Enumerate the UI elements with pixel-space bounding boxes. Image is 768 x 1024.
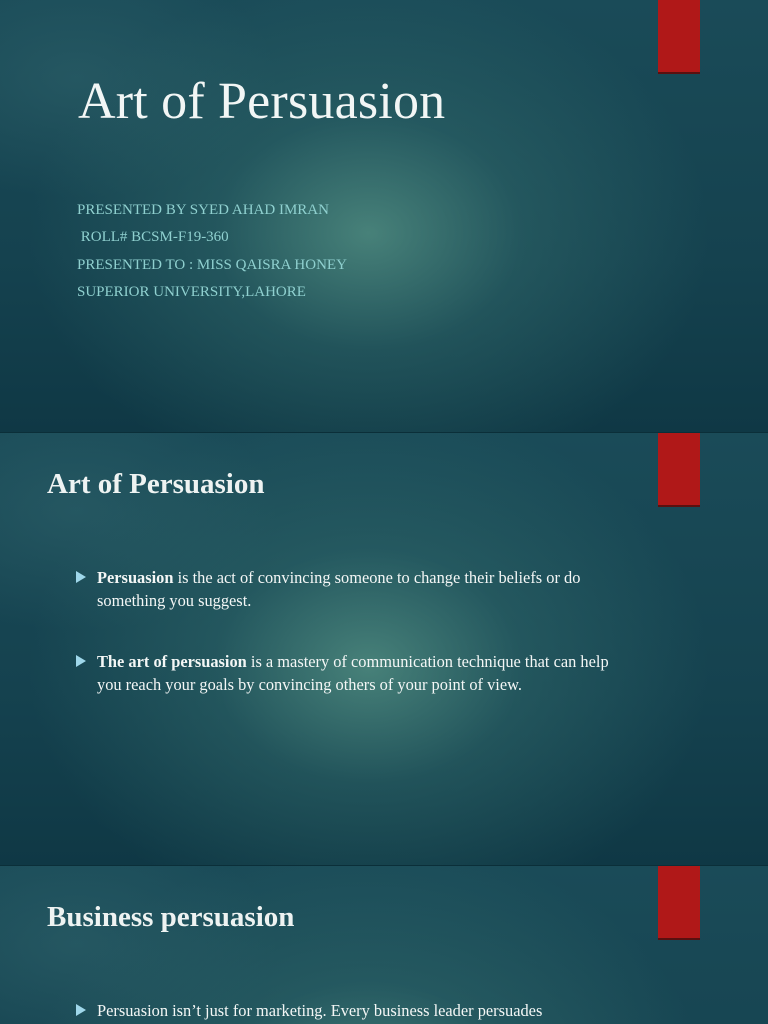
bullet-bold-term: Persuasion [97, 568, 174, 587]
slide-heading: Art of Persuasion [47, 468, 265, 500]
bullet-list [76, 566, 636, 734]
slide-business-persuasion [0, 866, 768, 1024]
presenter-info [77, 197, 347, 306]
bullet-item [76, 999, 636, 1022]
bullet-item [76, 566, 636, 612]
bullet-list [76, 999, 636, 1024]
slide-title [0, 0, 768, 432]
bullet-text: Persuasion isn’t just for marketing. Every business leader persuades [97, 1001, 543, 1020]
presenter-line: PRESENTED BY SYED AHAD IMRAN [77, 202, 329, 218]
slide-title-text: Art of Persuasion [78, 73, 446, 130]
bullet-bold-term: The art of persuasion [97, 652, 247, 671]
roll-number-line: ROLL# BCSM-F19-360 [77, 229, 229, 246]
bullet-item [76, 650, 636, 696]
bullet-text: is the act of convincing someone to change their beliefs or do something you suggest. [97, 568, 581, 610]
accent-bar [658, 0, 700, 72]
triangle-right-icon [76, 571, 86, 583]
university-line: SUPERIOR UNIVERSITY,LAHORE [77, 283, 306, 300]
slide-art-of-persuasion [0, 433, 768, 865]
presented-to-line: PRESENTED TO : MISS QAISRA HONEY [77, 256, 347, 273]
triangle-right-icon [76, 1004, 86, 1016]
accent-bar [658, 866, 700, 938]
triangle-right-icon [76, 655, 86, 667]
bullet-text: is a mastery of communication technique that can help you reach your goals by convincing others of your point of view. [97, 652, 609, 694]
slide-heading: Business persuasion [47, 901, 295, 933]
accent-bar [658, 433, 700, 505]
